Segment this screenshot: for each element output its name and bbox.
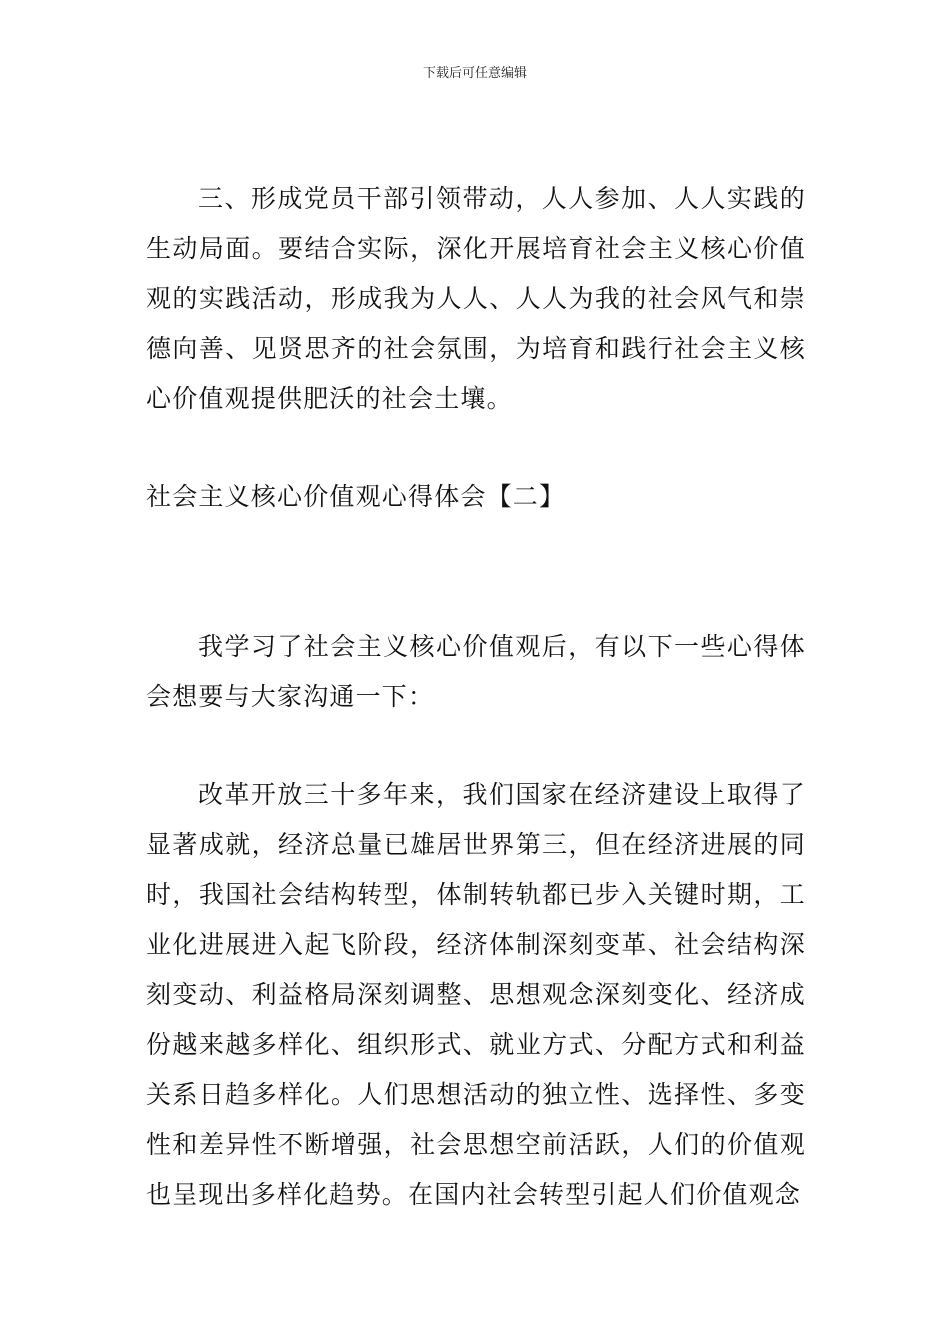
body-paragraph-2: 我学习了社会主义核心价值观后，有以下一些心得体会想要与大家沟通一下：: [146, 632, 806, 711]
body-paragraph-1: 三、形成党员干部引领带动，人人参加、人人实践的生动局面。要结合实际，深化开展培育社会主义核心价值观的实践活动，形成我为人人、人人为我的社会风气和崇德向善、见贤思齐的社会氛围，为培育和践行社会主义核心价值观提供肥沃的社会土壤。: [146, 184, 806, 413]
page-header-note: 下载后可任意编辑: [422, 66, 527, 81]
section-title: 社会主义核心价值观心得体会【二】: [146, 482, 566, 511]
body-paragraph-3: 改革开放三十多年来，我们国家在经济建设上取得了显著成就，经济总量已雄居世界第三，但在经济进展的同时，我国社会结构转型，体制转轨都已步入关键时期，工业化进展进入起飞阶段，经济体制深刻变革、社会结构深刻变动、利益格局深刻调整、思想观念深刻变化、经济成份越来越多样化、组织形式、就业方式、分配方式和利益关系日趋多样化。人们思想活动的独立性、选择性、多变性和差异性不断增强，社会思想空前活跃，人们的价值观也呈现出多样化趋势。在国内社会转型引起人们价值观念: [146, 780, 806, 1209]
